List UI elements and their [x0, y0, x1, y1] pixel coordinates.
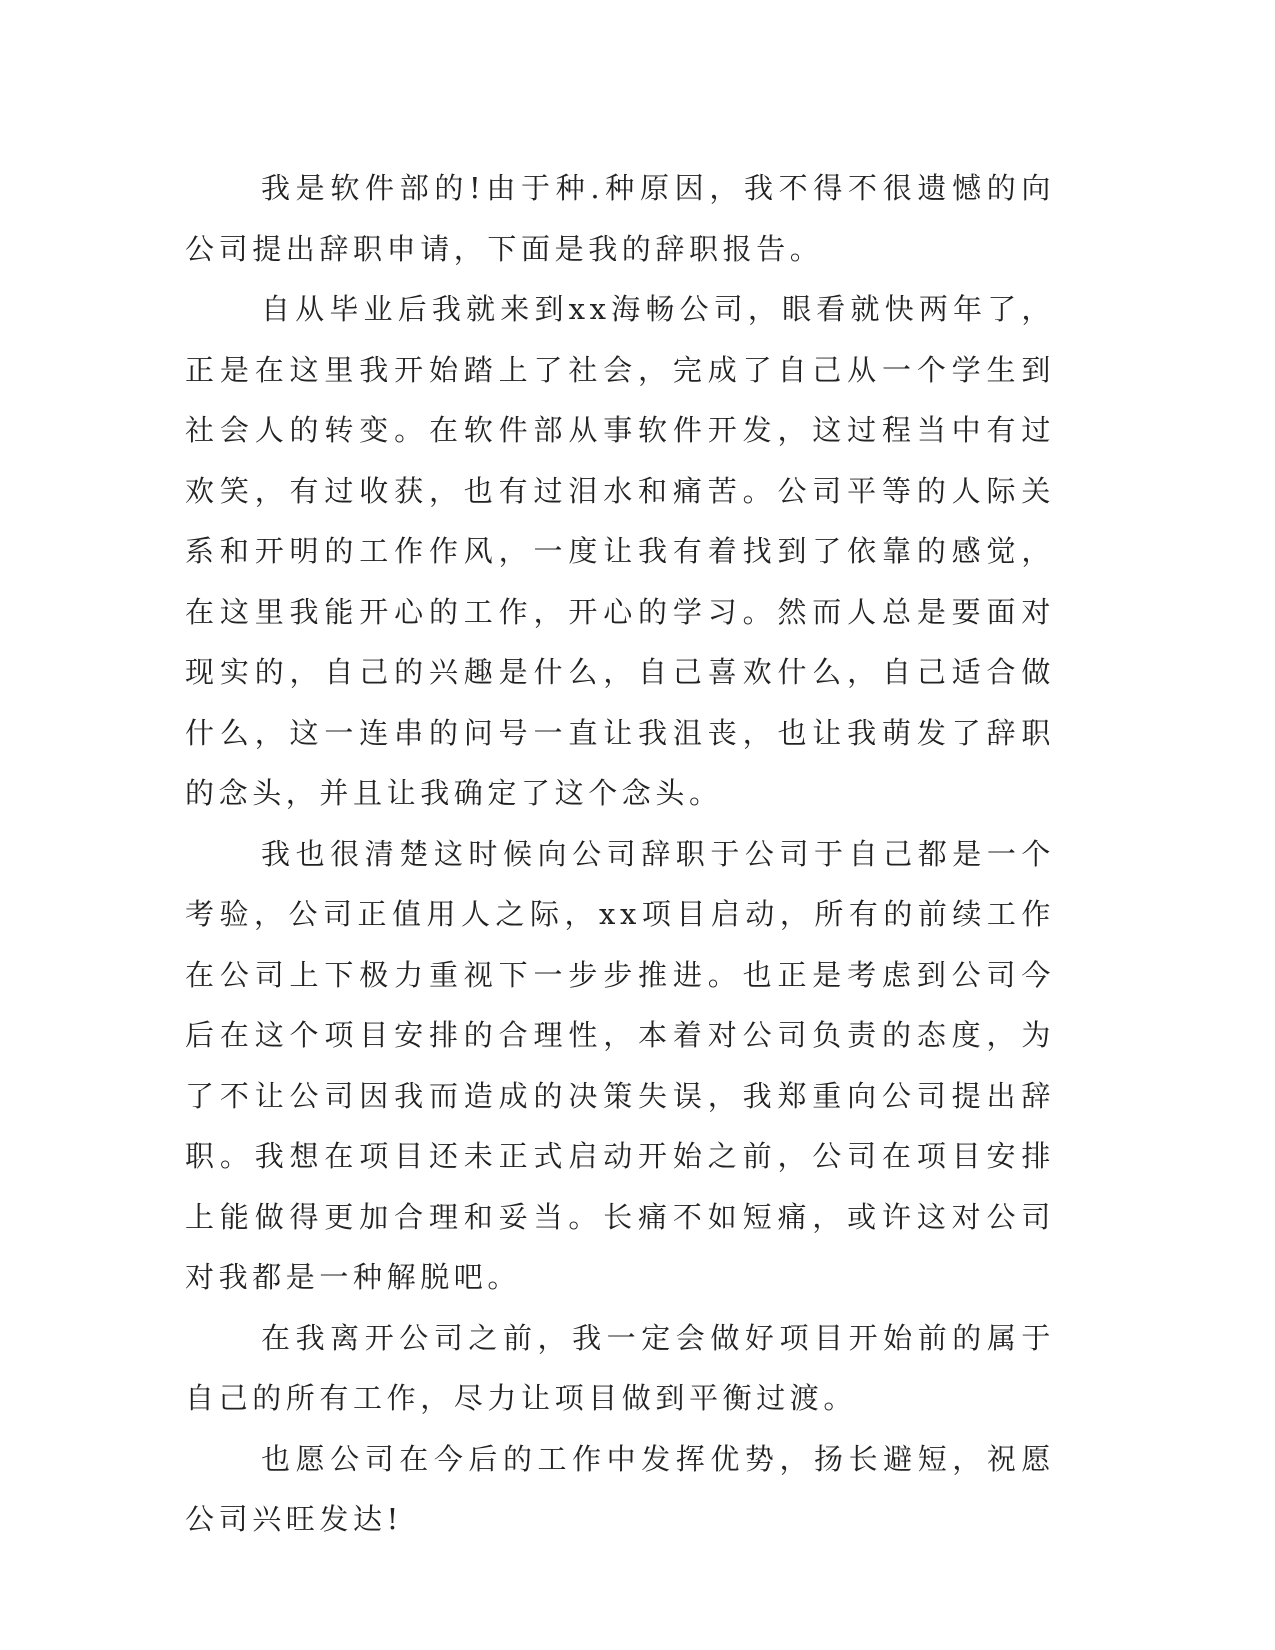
paragraph-reason: 我也很清楚这时候向公司辞职于公司于自己都是一个考验，公司正值用人之际，xx项目启动，所有的前续工作在公司上下极力重视下一步步推进。也正是考虑到公司今后在这个项目安排的合理性，本着对公司负责的态度，为了不让公司因我而造成的决策失误，我郑重向公司提出辞职。我想在项目还未正式启动开始之前，公司在项目安排上能做得更加合理和妥当。长痛不如短痛，或许这对公司对我都是一种解脱吧。: [185, 836, 1055, 1294]
document-body: [185, 158, 1055, 1550]
paragraph-closing: 也愿公司在今后的工作中发挥优势，扬长避短，祝愿公司兴旺发达!: [185, 1441, 1055, 1536]
paragraph-intro: 我是软件部的!由于种.种原因，我不得不很遗憾的向公司提出辞职申请，下面是我的辞职报告。: [185, 171, 1055, 266]
paragraph-handover: 在我离开公司之前，我一定会做好项目开始前的属于自己的所有工作，尽力让项目做到平衡过渡。: [185, 1320, 1055, 1415]
paragraph-background: 自从毕业后我就来到xx海畅公司，眼看就快两年了，正是在这里我开始踏上了社会，完成了自己从一个学生到社会人的转变。在软件部从事软件开发，这过程当中有过欢笑，有过收获，也有过泪水和痛苦。公司平等的人际关系和开明的工作作风，一度让我有着找到了依靠的感觉，在这里我能开心的工作，开心的学习。然而人总是要面对现实的，自己的兴趣是什么，自己喜欢什么，自己适合做什么，这一连串的问号一直让我沮丧，也让我萌发了辞职的念头，并且让我确定了这个念头。: [185, 292, 1055, 810]
